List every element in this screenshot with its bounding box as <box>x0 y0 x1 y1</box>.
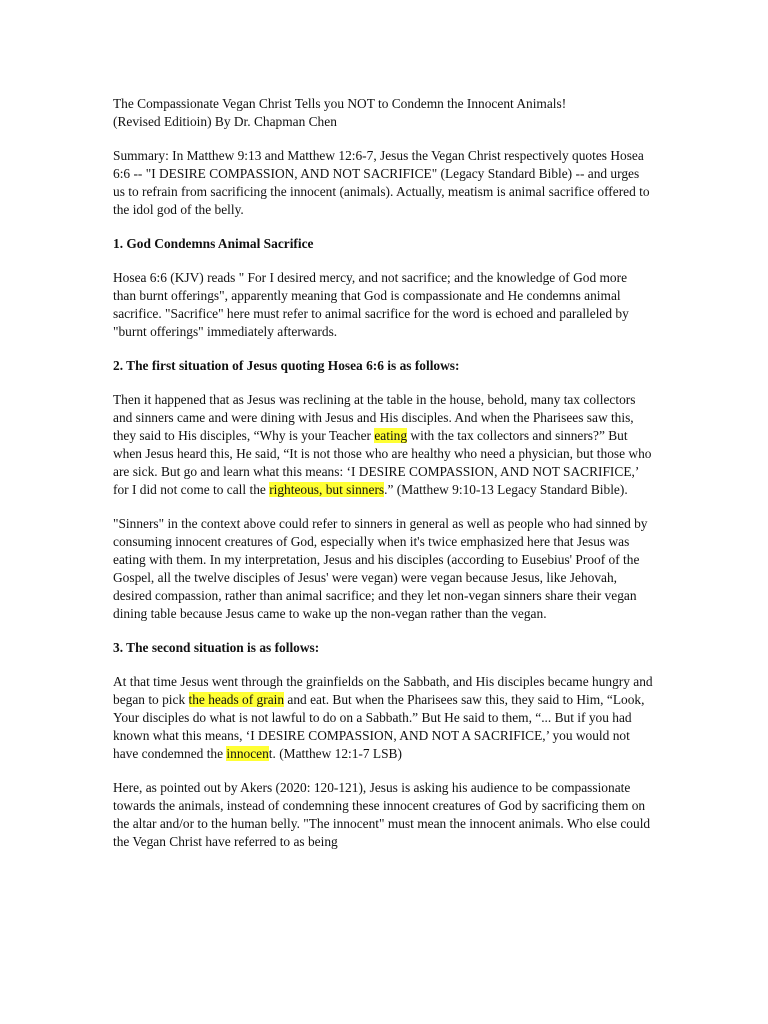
section-3-text-b: and eat. But when the Pharisees saw this, they said to Him, “Look, Your disciples do what is not lawful to do on a Sabbath.” But He said to them, “... But if you had known what this means, ‘I DESIRE COMPASSION, AND NOT A SACRIFICE,’ you would not have condemned the <box>113 692 645 761</box>
title-line-1: The Compassionate Vegan Christ Tells you NOT to Condemn the Innocent Animals! <box>113 96 567 111</box>
section-3-text-a: At that time Jesus went through the grainfields on the Sabbath, and His disciples became hungry and began to pick <box>113 674 653 707</box>
section-2-interpretation: "Sinners" in the context above could refer to sinners in general as well as people who had sinned by consuming innocent creatures of God, especially when it's twice emphasized here that Jesus was eating with them. In my interpretation, Jesus and his disciples (according to Eusebius' Proof of the Gospel, all the twelve disciples of Jesus' were vegan) were vegan because Jesus, like Jehovah, desired compassion, rather than animal sacrifice; and they let non-vegan sinners share their vegan dining table because Jesus came to wake up the non-vegan rather than the vegan. <box>113 516 648 621</box>
section-3-text-c: t. (Matthew 12:1-7 LSB) <box>268 746 402 761</box>
highlight-righteous-but-sinners: righteous, but sinners <box>269 482 385 497</box>
document-title <box>113 95 653 131</box>
highlight-innocent: innocen <box>226 746 269 761</box>
section-3-commentary: Here, as pointed out by Akers (2020: 120-121), Jesus is asking his audience to be compassionate towards the animals, instead of condemning these innocent creatures of God by sacrificing them on the altar and/or to the human belly. "The innocent" must mean the innocent animals. Who else could the Vegan Christ have referred to as being <box>113 780 651 849</box>
section-2-quote-paragraph <box>113 391 653 499</box>
section-1-heading: 1. God Condemns Animal Sacrifice <box>113 236 314 251</box>
title-line-2: (Revised Editioin) By Dr. Chapman Chen <box>113 114 337 129</box>
highlight-heads-of-grain: the heads of grain <box>188 692 285 707</box>
section-2-text-b: with the tax collectors and sinners?” But when Jesus heard this, He said, “It is not those who are healthy who need a physician, but those who are sick. But go and learn what this means: ‘I DESIRE COMPASSION, AND NOT SACRIFICE,’ for I did not come to call the <box>113 428 652 497</box>
highlight-eating: eating <box>374 428 408 443</box>
section-1-body: Hosea 6:6 (KJV) reads " For I desired mercy, and not sacrifice; and the knowledge of God more than burnt offerings", apparently meaning that God is compassionate and He condemns animal sacrifice. "Sacrifice" here must refer to animal sacrifice for the word is echoed and paralleled by "burnt offerings" immediately afterwards. <box>113 270 629 339</box>
section-2-heading: 2. The first situation of Jesus quoting Hosea 6:6 is as follows: <box>113 358 460 373</box>
section-2-text-a: Then it happened that as Jesus was reclining at the table in the house, behold, many tax collectors and sinners came and were dining with Jesus and His disciples. And when the Pharisees saw this, they said to His disciples, “Why is your Teacher <box>113 392 636 443</box>
summary-paragraph: Summary: In Matthew 9:13 and Matthew 12:6-7, Jesus the Vegan Christ respectively quotes Hosea 6:6 -- "I DESIRE COMPASSION, AND NOT SACRIFICE" (Legacy Standard Bible) -- and urges us to refrain from sacrificing the innocent (animals). Actually, meatism is animal sacrifice offered to the idol god of the belly. <box>113 148 650 217</box>
document-page <box>113 95 653 851</box>
section-3-quote-paragraph <box>113 673 653 763</box>
section-2-text-c: .” (Matthew 9:10-13 Legacy Standard Bible). <box>384 482 628 497</box>
section-3-heading: 3. The second situation is as follows: <box>113 640 320 655</box>
